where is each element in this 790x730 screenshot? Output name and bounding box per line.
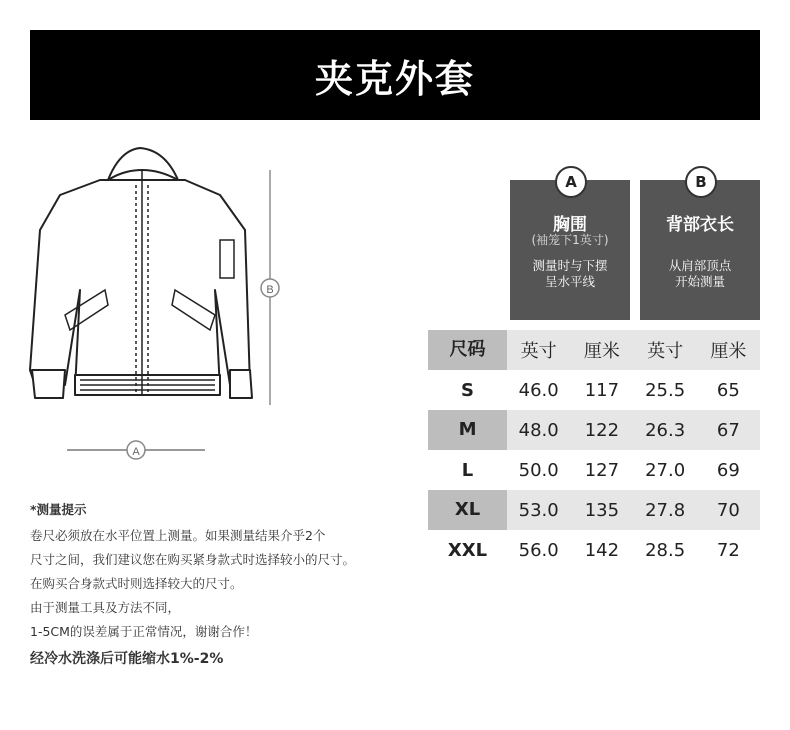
notes-line: 由于测量工具及方法不同， <box>30 600 181 615</box>
table-cell: 50.0 <box>518 459 559 481</box>
table-row <box>428 490 760 530</box>
table-cell: 70 <box>716 499 740 521</box>
measure-card-b <box>640 173 760 320</box>
header-cm-a: 厘米 <box>583 341 620 362</box>
card-a-subtitle: (袖笼下1英寸) <box>531 233 609 247</box>
badge-a: A <box>555 166 587 198</box>
notes-line: 卷尺必须放在水平位置上测量。如果测量结果介乎2个 <box>30 528 326 543</box>
table-cell: 46.0 <box>518 379 559 401</box>
table-cell: 67 <box>716 419 740 441</box>
badge-b: B <box>685 166 717 198</box>
table-cell: 56.0 <box>518 539 559 561</box>
card-a-description: 测量时与下摆 呈水平线 <box>532 258 608 289</box>
table-cell: 27.0 <box>645 459 686 481</box>
size-label: S <box>461 379 474 401</box>
measure-b-label: B <box>266 284 274 296</box>
notes-line: 在购买合身款式时则选择较大的尺寸。 <box>30 576 243 591</box>
table-row <box>428 410 760 450</box>
table-cell: 122 <box>584 419 620 441</box>
table-cell: 69 <box>716 459 740 481</box>
table-row <box>428 370 760 410</box>
header-size: 尺码 <box>428 330 507 370</box>
notes-title: *测量提示 <box>30 502 87 517</box>
table-header-row <box>428 330 760 370</box>
card-b-description: 从肩部顶点 开始测量 <box>668 258 732 289</box>
size-label: XXL <box>447 539 488 561</box>
table-cell: 25.5 <box>645 379 686 401</box>
table-cell: 117 <box>584 379 620 401</box>
measure-card-a <box>510 173 630 320</box>
table-cell: 65 <box>716 379 740 401</box>
card-a-title: 胸围 <box>553 215 587 235</box>
measurement-notes <box>30 500 410 668</box>
table-cell: 127 <box>584 459 620 481</box>
size-label: XL <box>428 490 507 530</box>
title-banner <box>30 30 760 120</box>
table-cell: 53.0 <box>518 499 559 521</box>
table-cell: 48.0 <box>518 419 559 441</box>
notes-line: 尺寸之间，我们建议您在购买紧身款式时选择较小的尺寸。 <box>30 552 356 567</box>
header-cm-b: 厘米 <box>710 341 747 362</box>
header-inch-a: 英寸 <box>520 341 557 362</box>
size-label: M <box>428 410 507 450</box>
table-cell: 26.3 <box>645 419 686 441</box>
measure-a-label: A <box>132 446 140 458</box>
shrinkage-note: 经冷水洗涤后可能缩水1%-2% <box>30 651 224 667</box>
table-cell: 72 <box>716 539 740 561</box>
table-row <box>428 450 760 490</box>
card-b-title: 背部衣长 <box>666 215 734 235</box>
page-title: 夹克外套 <box>314 56 475 101</box>
header-inch-b: 英寸 <box>647 341 684 362</box>
table-cell: 142 <box>584 539 620 561</box>
notes-line: 1-5CM的误差属于正常情况，谢谢合作！ <box>30 624 258 639</box>
size-table <box>428 330 760 570</box>
table-cell: 135 <box>584 499 620 521</box>
size-label: L <box>461 459 474 481</box>
table-cell: 27.8 <box>645 499 686 521</box>
jacket-diagram <box>20 140 300 470</box>
table-cell: 28.5 <box>645 539 686 561</box>
table-row <box>428 530 760 570</box>
